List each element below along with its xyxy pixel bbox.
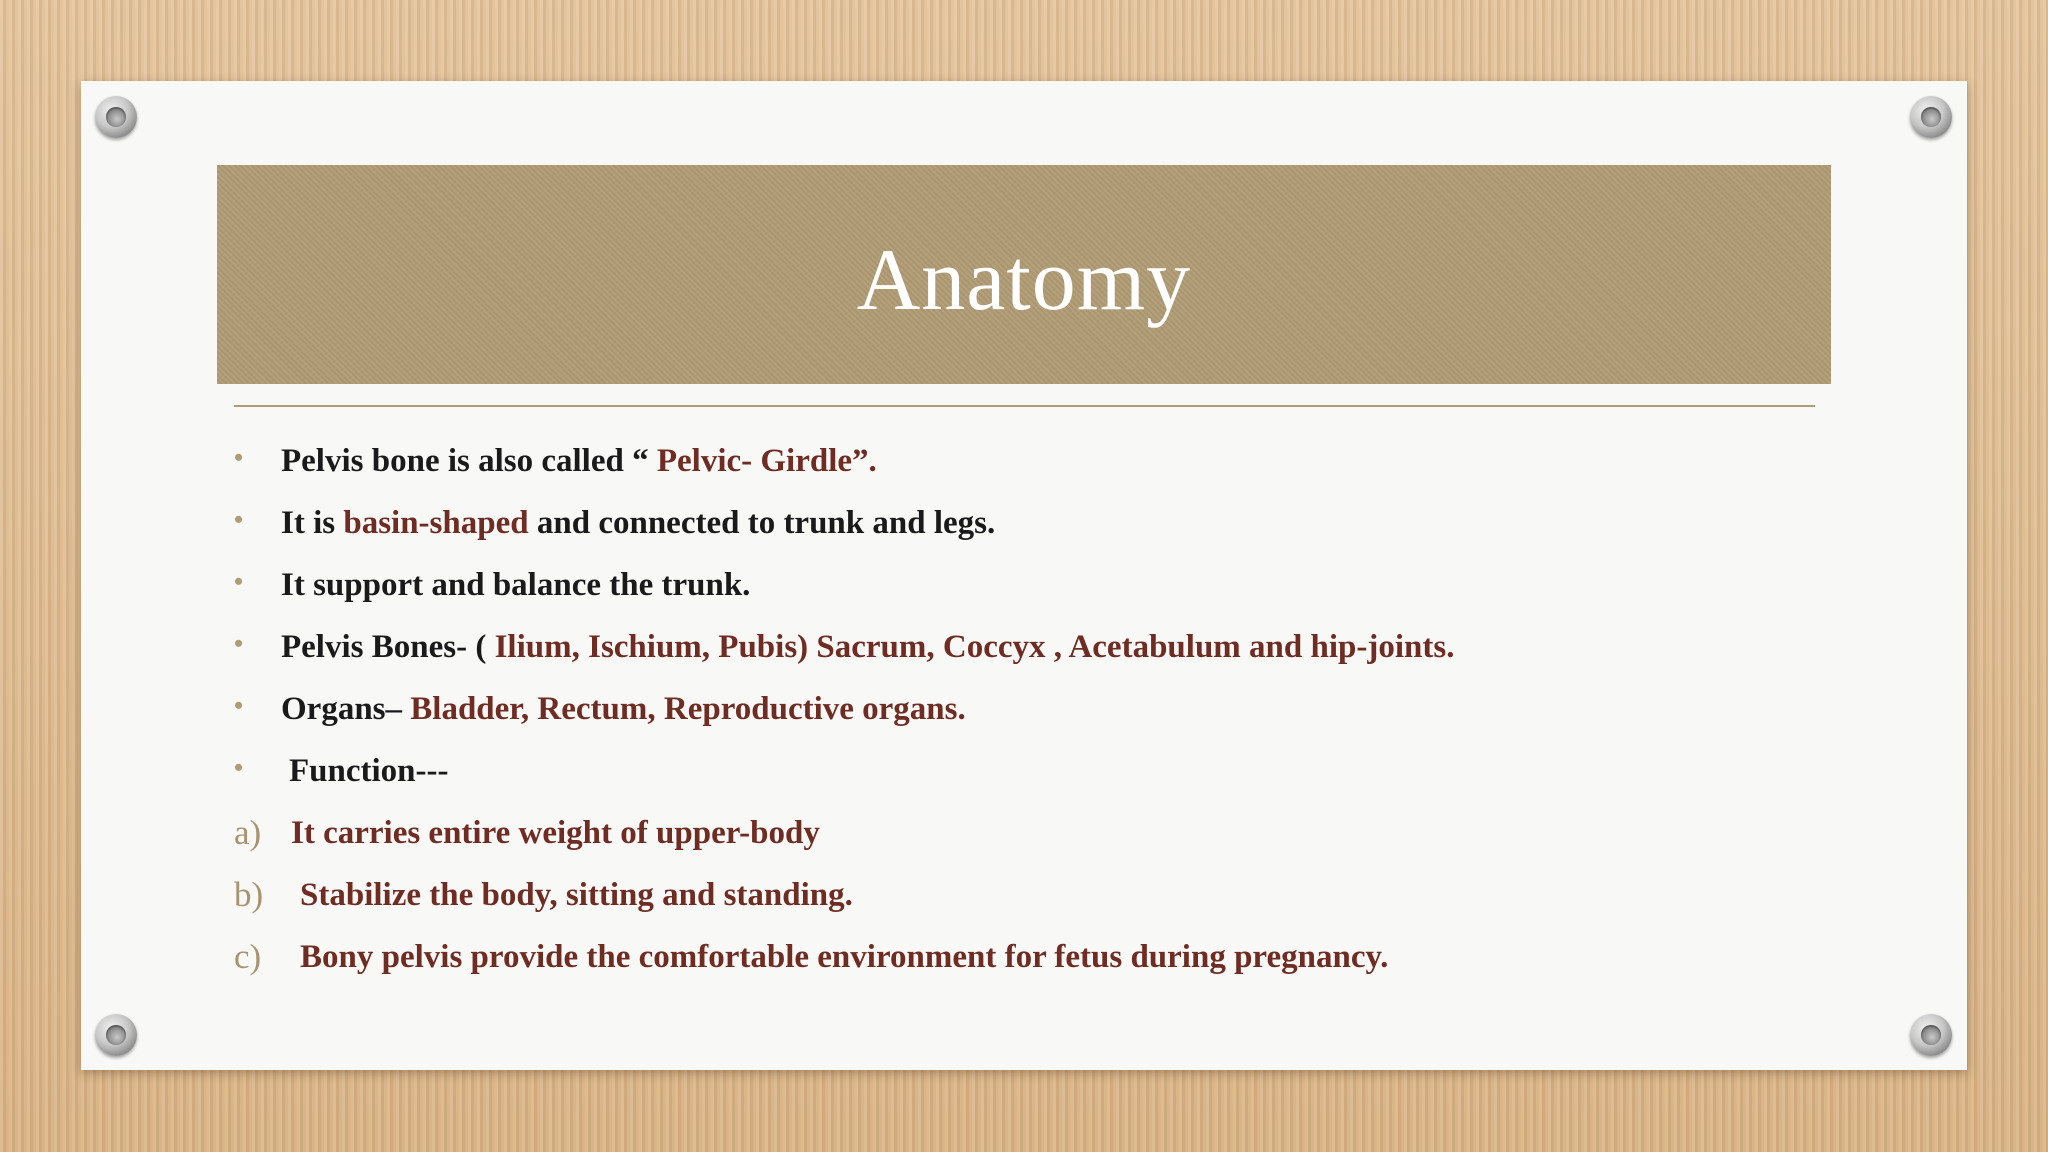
list-marker: b): [234, 875, 264, 914]
function-text: Bony pelvis provide the comfortable environment for fetus during pregnancy.: [300, 939, 1389, 975]
bullet-text: It support and balance the trunk.: [281, 567, 751, 603]
bullet-icon: •: [234, 443, 244, 472]
bullet-item: [234, 492, 1814, 554]
function-text: It carries entire weight of upper-body: [291, 815, 820, 851]
bullet-text: It is basin-shaped and connected to trunk and legs.: [281, 505, 996, 541]
bullet-item: [234, 554, 1814, 616]
title-band: [217, 165, 1831, 384]
bullet-text: Function---: [289, 753, 449, 789]
bullet-icon: •: [234, 629, 244, 658]
bullet-icon: •: [234, 691, 244, 720]
function-item: [234, 864, 1814, 926]
function-text: Stabilize the body, sitting and standing.: [300, 877, 853, 913]
list-marker: a): [234, 813, 262, 852]
title-divider: [234, 405, 1815, 407]
grommet-bottom-right: [1910, 1014, 1952, 1056]
bullet-icon: •: [234, 567, 244, 596]
bullet-item: [234, 678, 1814, 740]
bullet-text: Organs– Bladder, Rectum, Reproductive organs.: [281, 691, 966, 727]
slide-body: [234, 430, 1814, 988]
function-item: [234, 802, 1814, 864]
bullet-item: [234, 740, 1814, 802]
bullet-text: Pelvis bone is also called “ Pelvic- Girdle”.: [281, 443, 877, 479]
grommet-top-left: [95, 96, 137, 138]
function-item: [234, 926, 1814, 988]
grommet-top-right: [1910, 96, 1952, 138]
bullet-item: [234, 430, 1814, 492]
slide-title: Anatomy: [856, 232, 1192, 329]
bullet-icon: •: [234, 505, 244, 534]
bullet-icon: •: [234, 753, 244, 782]
grommet-bottom-left: [95, 1014, 137, 1056]
bullet-text: Pelvis Bones- ( Ilium, Ischium, Pubis) Sacrum, Coccyx , Acetabulum and hip-joints.: [281, 629, 1455, 665]
bullet-item: [234, 616, 1814, 678]
list-marker: c): [234, 937, 262, 976]
